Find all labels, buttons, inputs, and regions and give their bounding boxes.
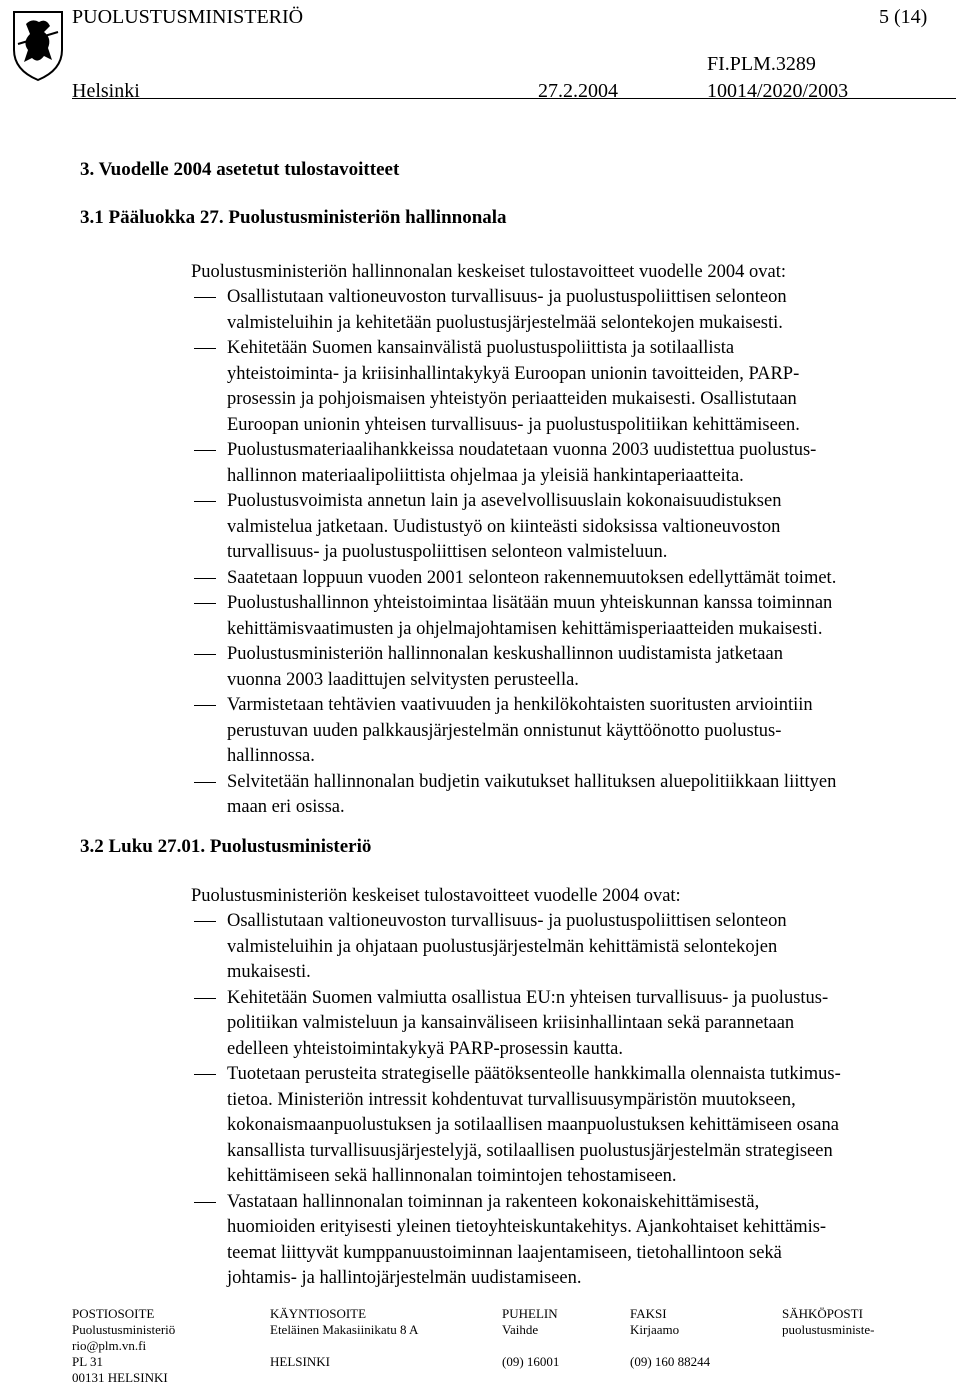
dash-bullet-icon (194, 1202, 216, 1203)
section-3-1-goals-list (191, 285, 951, 821)
footer-email-line1: puolustusministe- (782, 1322, 875, 1337)
footer-phone-number: (09) 16001 (502, 1354, 560, 1369)
list-item (191, 336, 951, 438)
list-item-line: Puolustushallinnon yhteistoimintaa lisätään muun yhteiskunnan kanssa toiminnan (227, 593, 833, 613)
section-3-2-goals-list (191, 909, 951, 1292)
list-item-line: Saatetaan loppuun vuoden 2001 selonteon rakennemuutoksen edellyttämät toimet. (227, 567, 837, 588)
list-item-line: turvallisuus- ja puolustuspoliittisen selonteon valmisteluun. (227, 542, 668, 562)
footer-postal-label: POSTIOSOITE (72, 1306, 155, 1321)
list-item-line: Puolustusmateriaalihankkeissa noudatetaan vuonna 2003 uudistettua puolustus- (227, 440, 817, 460)
list-item-line: valmisteluihin ja ohjataan puolustusjärjestelmän kehittämistä selontekojen (227, 936, 778, 957)
list-item-line: politiikan valmisteluun ja kansainväliseen kriisinhallintaan sekä parannetaan (227, 1013, 795, 1033)
list-item-line: valmistelua jatketaan. Uudistustyö on kiinteästi sidoksissa valtioneuvoston (227, 516, 781, 537)
footer-visit-line2: HELSINKI (270, 1354, 330, 1369)
dash-bullet-icon (194, 501, 216, 502)
list-item-line: Puolustusministeriön hallinnonalan keskushallinnon uudistamista jatketaan (227, 644, 783, 664)
footer-email-label: SÄHKÖPOSTI (782, 1306, 863, 1321)
list-item (191, 693, 951, 770)
list-item-line: Osallistutaan valtioneuvoston turvallisuus- ja puolustuspoliittisen selonteon (227, 287, 787, 307)
list-item-line: kokonaismaanpuolustuksen ja sotilaallisen maanpuolustuksen kehittämiseen osana (227, 1115, 839, 1135)
footer-email-line2: rio@plm.vn.fi (72, 1338, 147, 1353)
list-item-line: Tuotetaan perusteita strategiselle päätöksenteolle hankkimalla olennaista tutkimus- (227, 1064, 841, 1084)
list-item (191, 489, 951, 566)
dash-bullet-icon (194, 450, 216, 451)
list-item-line: maan eri osissa. (227, 797, 345, 817)
dash-bullet-icon (194, 921, 216, 922)
footer-fax-line1: Kirjaamo (630, 1322, 680, 1337)
list-item (191, 986, 951, 1063)
list-item-line: hallinnossa. (227, 746, 315, 766)
list-item-line: perustuvan uuden palkkausjärjestelmän onnistunut käyttöönotto puolustus- (227, 720, 782, 741)
list-item-line: Varmistetaan tehtävien vaativuuden ja henkilökohtaisten suoritusten arviointiin (227, 695, 813, 715)
list-item (191, 1190, 951, 1292)
list-item-line: Osallistutaan valtioneuvoston turvallisuus- ja puolustuspoliittisen selonteon (227, 911, 787, 931)
list-item-line: kehittämisvaatimusten ja ohjelmajohtamisen kehittämisperiaatteiden mukaisesti. (227, 618, 823, 639)
footer-postal-line2: PL 31 (72, 1354, 103, 1369)
list-item-line: yhteistoiminta- ja kriisinhallintakykyä Euroopan unionin tavoitteiden, PARP- (227, 363, 800, 384)
section-3-heading: 3. Vuodelle 2004 asetetut tulostavoitteet (80, 159, 400, 180)
document-date: 27.2.2004 (538, 80, 618, 102)
dash-bullet-icon (194, 654, 216, 655)
section-3-1-heading: 3.1 Pääluokka 27. Puolustusministeriön hallinnonala (80, 207, 507, 228)
dash-bullet-icon (194, 782, 216, 783)
list-item-line: prosessin ja pohjoismaisen yhteistyön periaatteiden mukaisesti. Osallistutaan (227, 389, 797, 409)
city: Helsinki (72, 80, 140, 102)
dash-bullet-icon (194, 1074, 216, 1075)
list-item-line: huomioiden erityisesti yleinen tietoyhteiskuntakehitys. Ajankohtaiset kehittämis- (227, 1217, 827, 1237)
finnish-lion-crest-icon (8, 4, 68, 84)
ministry-name: PUOLUSTUSMINISTERIÖ (72, 6, 304, 28)
footer-phone-label: PUHELIN (502, 1306, 558, 1321)
header-divider (72, 98, 956, 99)
dash-bullet-icon (194, 998, 216, 999)
list-item-line: edelleen yhteistoimintakykyä PARP-prosessin kautta. (227, 1038, 623, 1059)
dash-bullet-icon (194, 603, 216, 604)
footer-postal-line1: Puolustusministeriö (72, 1322, 176, 1337)
list-item (191, 285, 951, 336)
list-item-line: Kehitetään Suomen valmiutta osallistua EU:n yhteisen turvallisuus- ja puolustus- (227, 987, 829, 1008)
list-item-line: teemat liittyvät kumppanuustoiminnan laajentamiseen, tietohallintoon sekä (227, 1242, 782, 1263)
list-item-line: Vastataan hallinnonalan toiminnan ja rakenteen kokonaiskehittämisestä, (227, 1191, 760, 1212)
list-item-line: hallinnon materiaalipoliittista ohjelmaa ja yleisiä hankintaperiaatteita. (227, 465, 744, 486)
dash-bullet-icon (194, 348, 216, 349)
section-3-2-intro: Puolustusministeriön keskeiset tulostavoitteet vuodelle 2004 ovat: (191, 886, 681, 906)
list-item-line: Puolustusvoimista annetun lain ja asevelvollisuuslain kokonaisuudistuksen (227, 491, 782, 511)
footer-fax-number: (09) 160 88244 (630, 1354, 711, 1369)
list-item-line: kansallista turvallisuusjärjestelyjä, sotilaallisen puolustusjärjestelmän strategiseen (227, 1140, 833, 1161)
list-item (191, 909, 951, 986)
list-item-line: Selvitetään hallinnonalan budjetin vaikutukset hallituksen aluepolitiikkaan liittyen (227, 771, 837, 792)
list-item (191, 438, 951, 489)
list-item (191, 642, 951, 693)
dash-bullet-icon (194, 705, 216, 706)
footer-fax-label: FAKSI (630, 1306, 667, 1321)
footer-visit-line1: Eteläinen Makasiinikatu 8 A (270, 1322, 419, 1337)
dash-bullet-icon (194, 578, 216, 579)
dash-bullet-icon (194, 297, 216, 298)
list-item-line: Kehitetään Suomen kansainvälistä puolustuspoliittista ja sotilaallista (227, 338, 735, 358)
list-item-line: kehittämiseen sekä hallinnonalan toimintojen tehostamiseen. (227, 1166, 677, 1186)
list-item (191, 1062, 951, 1190)
footer-phone-line1: Vaihde (502, 1322, 539, 1337)
list-item-line: mukaisesti. (227, 962, 311, 982)
list-item (191, 591, 951, 642)
list-item-line: tietoa. Ministeriön intressit kohdentuvat turvallisuusympäristön muutokseen, (227, 1089, 796, 1110)
footer-visit-label: KÄYNTIOSOITE (270, 1306, 367, 1321)
record-number: 10014/2020/2003 (707, 80, 849, 102)
list-item (191, 566, 951, 592)
list-item (191, 770, 951, 821)
footer-postal-line3: 00131 HELSINKI (72, 1370, 168, 1385)
page-number: 5 (14) (879, 6, 928, 28)
list-item-line: vuonna 2003 laadittujen selvitysten perusteella. (227, 669, 579, 690)
section-3-2-heading: 3.2 Luku 27.01. Puolustusministeriö (80, 836, 372, 857)
list-item-line: johtamis- ja hallintojärjestelmän uudistamiseen. (227, 1268, 582, 1288)
list-item-line: Euroopan unionin yhteisen turvallisuus- ja puolustuspolitiikan kehittämiseen. (227, 414, 800, 435)
section-3-1-intro: Puolustusministeriön hallinnonalan keskeiset tulostavoitteet vuodelle 2004 ovat: (191, 262, 786, 282)
list-item-line: valmisteluihin ja kehitetään puolustusjärjestelmää selontekojen mukaisesti. (227, 312, 783, 333)
reference-code: FI.PLM.3289 (707, 53, 816, 75)
